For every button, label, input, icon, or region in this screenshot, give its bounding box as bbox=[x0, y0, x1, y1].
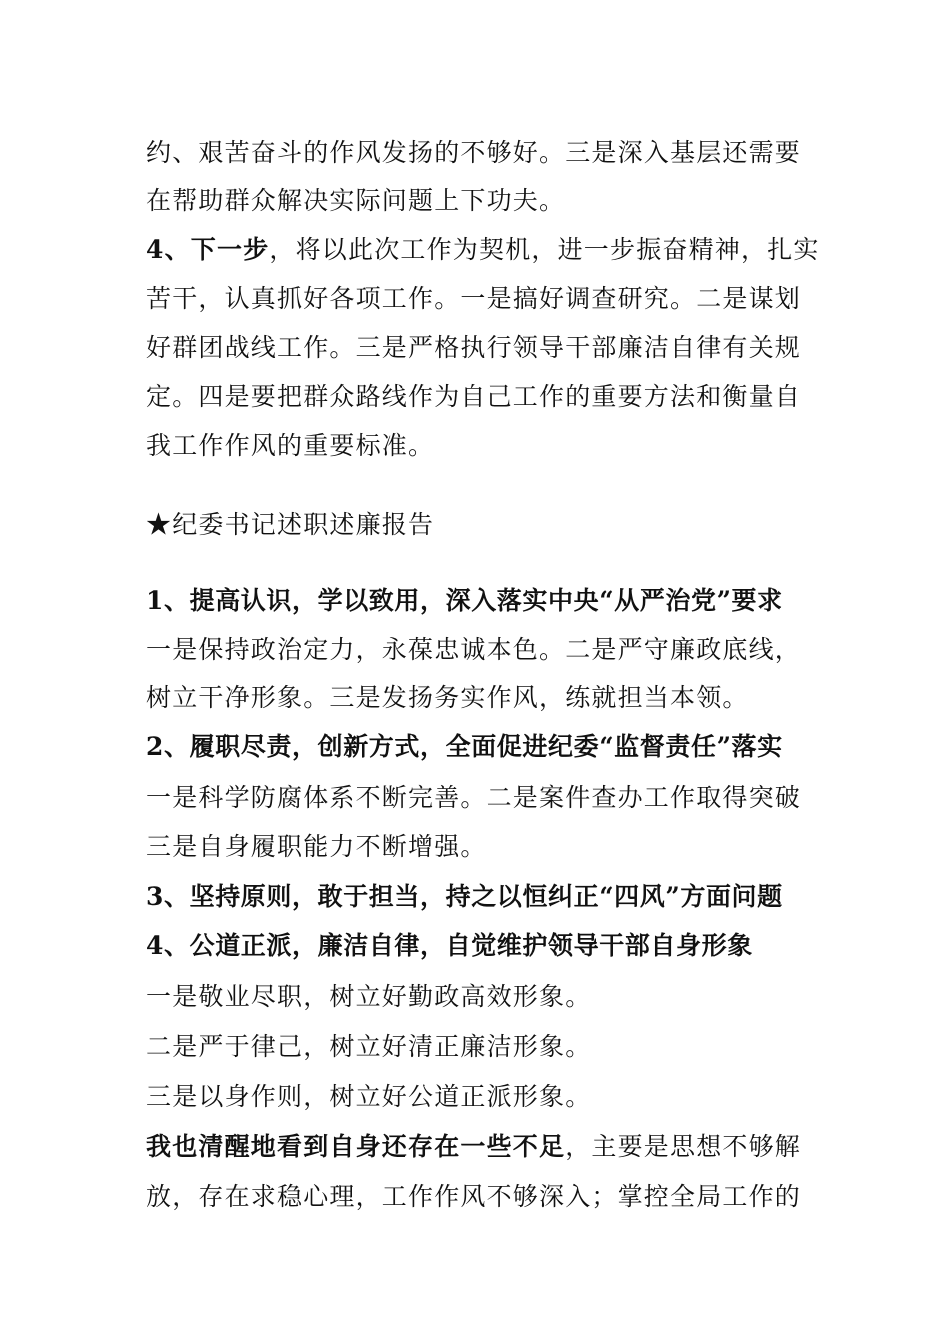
closing-lead: 我也清醒地看到自身还存在一些不足 bbox=[146, 1132, 566, 1161]
section-title: ★纪委书记述职述廉报告 bbox=[146, 510, 435, 539]
item4-lead: 4、下一步 bbox=[146, 235, 270, 264]
closing-first-line bbox=[146, 1130, 816, 1164]
point4-line-3: 三是以身作则，树立好公道正派形象。 bbox=[146, 1082, 592, 1111]
point4-heading: 4、公道正派，廉洁自律，自觉维护领导干部自身形象 bbox=[146, 931, 753, 960]
item4-line-4: 定。四是要把群众路线作为自己工作的重要方法和衡量自 bbox=[146, 382, 802, 411]
intro-line-2: 在帮助群众解决实际问题上下功夫。 bbox=[146, 186, 566, 215]
point4-line-2: 二是严于律己，树立好清正廉洁形象。 bbox=[146, 1032, 592, 1061]
item4-line-5: 我工作作风的重要标准。 bbox=[146, 431, 435, 460]
closing-line-2: 放，存在求稳心理，工作作风不够深入；掌控全局工作的 bbox=[146, 1182, 802, 1211]
point2-line-2: 三是自身履职能力不断增强。 bbox=[146, 832, 487, 861]
point1-line-1: 一是保持政治定力，永葆忠诚本色。二是严守廉政底线， bbox=[146, 635, 802, 664]
point1-line-2: 树立干净形象。三是发扬务实作风，练就担当本领。 bbox=[146, 683, 749, 712]
point2-heading: 2、履职尽责，创新方式，全面促进纪委“监督责任”落实 bbox=[146, 732, 783, 761]
closing-rest: ，主要是思想不够解 bbox=[565, 1132, 802, 1161]
item4-rest: ，将以此次工作为契机，进一步振奋精神，扎实 bbox=[269, 235, 820, 264]
point3-heading: 3、坚持原则，敢于担当，持之以恒纠正“四风”方面问题 bbox=[146, 882, 783, 911]
item4-line-3: 好群团战线工作。三是严格执行领导干部廉洁自律有关规 bbox=[146, 333, 802, 362]
item4-line-2: 苦干，认真抓好各项工作。一是搞好调查研究。二是谋划 bbox=[146, 284, 802, 313]
point2-line-1: 一是科学防腐体系不断完善。二是案件查办工作取得突破 bbox=[146, 783, 802, 812]
point4-line-1: 一是敬业尽职，树立好勤政高效形象。 bbox=[146, 982, 592, 1011]
point1-heading: 1、提高认识，学以致用，深入落实中央“从严治党”要求 bbox=[146, 586, 783, 615]
intro-line-1: 约、艰苦奋斗的作风发扬的不够好。三是深入基层还需要 bbox=[146, 138, 802, 167]
item4-first-line bbox=[146, 233, 820, 267]
